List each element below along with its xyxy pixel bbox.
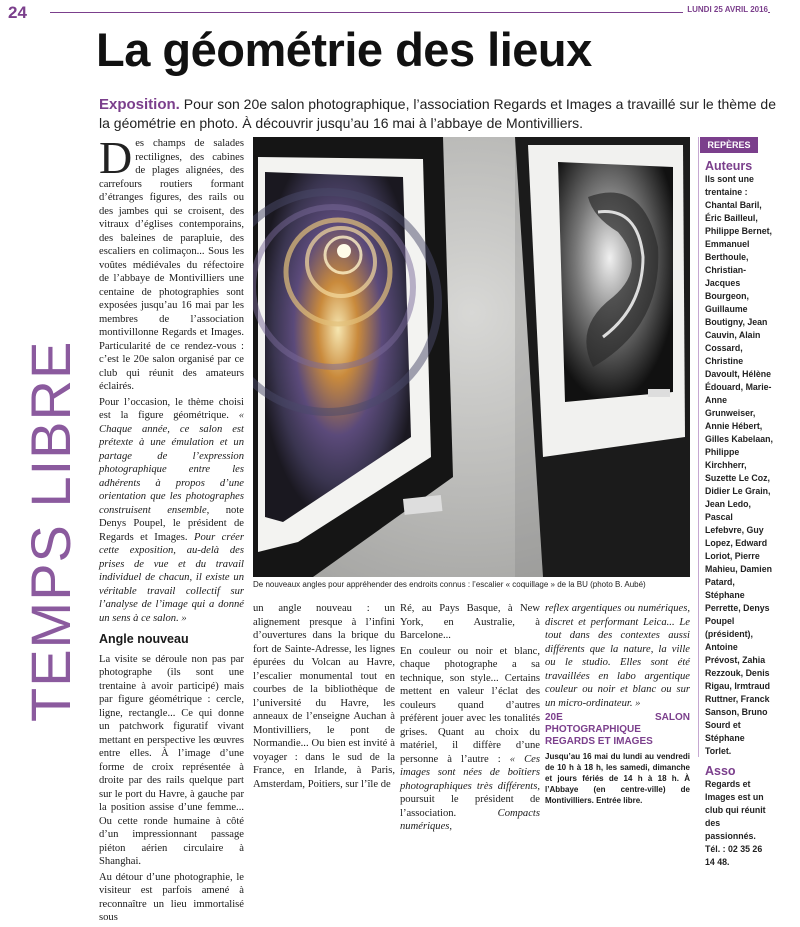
asso-text: Regards et Images est un club qui réunit des passionnés. Tél. : 02 35 26 14 48.	[705, 779, 766, 867]
lead-text: Pour son 20e salon photographique, l’association Regards et Images a travaillé sur le thème de la géométrie en photo. À découvrir jusqu’au 16 mai à l’abbaye de Montivilliers.	[99, 96, 776, 131]
paragraph-3: La visite se déroule non pas par photographe (ils sont une trentaine à avoir participé) mais par figure géométrique : cercle, ligne, rectangle... Ce qui donne un patchwork figuratif vivant mettant en perspective les œuvres entre elles. À l’image d’une forme de croix représentée à droite par des rails quelque part sur le port du Havre, à gauche par la position assise d’une femme... Ou cette ronde humaine à côté d’un impressionnant passage piéton aérien circulaire à Shanghai.	[99, 653, 244, 867]
section-label: TEMPS LIBRE	[19, 340, 82, 722]
sidebar-label: REPÈRES	[700, 137, 758, 153]
drop-cap: D	[99, 132, 133, 183]
authors-title: Auteurs	[705, 159, 753, 173]
photo-caption: De nouveaux angles pour appréhender des endroits connus : l’escalier « coquillage » de la BU (photo B. Aubé)	[253, 580, 646, 589]
authors-text: Ils sont une trentaine : Chantal Baril, Éric Bailleul, Philippe Bernet, Emmanuel Berthoule, Christian-Jacques Bourgeon, Guillaume Boutigny, Jean Cauvin, Alain Cossard, Christine Davoult, Hélène Édouard, Marie-Anne Grunweiser, Annie Hébert, Gilles Kabelaan, Philippe Kirchherr, Suzette Le Coz, Didier Le Grain, Jean Ledo, Pascal Lefebvre, Guy Lopez, Edward Loriot, Pierre Mahieu, Damien Patard, Stéphane Perrette, Denys Poupel (président), Antoine Prévost, Zahia Rezzouk, Denis Rigau, Irmtraud Ruttner, Franck Sanson, Bruno Sourd et Stéphane Torlet.	[705, 174, 773, 756]
paragraph-1: es champs de salades rectilignes, des cabines de plages alignées, des carrefours routiers formant d’étranges figures, des rails ou des jambes qui se croisent, des vitraux d’églises contemporains, des baleines de parapluie, des escaliers en colimaçon... Sous les voûtes médiévales du réfectoire de l’abbaye de Montivilliers une centaine de photographies sont exposées jusqu’au 16 mai par les membres de l’association montivillonne Regards et Images. Particularité de ce rendez-vous : c’est le 20e salon organisé par ce club qui réunit des amateurs éclairés.	[99, 138, 244, 392]
exhibition-photo	[253, 137, 690, 577]
sidebar-rule	[698, 137, 699, 757]
paragraph-4: Au détour d’une photographie, le visiteur est parfois amené à reconnaître un lieu immortalisé sous	[99, 871, 244, 923]
article-column-2: un angle nouveau : un alignement presque à l’infini d’ouvertures dans la brique du fort de Sainte-Adresse, les lignes épurées du Volcan au Havre, l’escalier monumental tout en courbes de la bibliothèque de l’université du Havre, les anneaux de l’enseigne Auchan à Montivilliers, le pont de Normandie... Ou bien est invité à voyager : dans le sud de la France, en Irlande, à Paris, Amsterdam, Poitiers, sur l’île de	[253, 603, 395, 790]
infobox-title: 20E SALON PHOTOGRAPHIQUE REGARDS ET IMAGES	[545, 712, 690, 747]
article-column-3: Ré, au Pays Basque, à New York, en Australie, à Barcelone... En couleur ou noir et blanc, chaque photographe a sa technique, son style... Certains mettent en valeur l’éclat des couleurs quand d’autres préfèrent jouer avec les tonalités grises. Quant au choix du matériel, il diffère d’une personne à l’autre : « Ces images sont nées de boîtiers photographiques très différents, poursuit le président de l’association. Compacts numériques,	[400, 603, 540, 832]
lead-kicker: Exposition.	[99, 96, 180, 113]
article-column-4: reflex argentiques ou numériques, discret et performant Leica... Le tout dans des contextes aussi différents que la nature, la ville ou le studio. Elles sont été travaillées en labo argentique couleur ou noir et blanc ou sur un micro-ordinateur. » 20E SALON PHOTOGRAPHIQUE REGARDS ET IMAGES Jusqu’au 16 mai du lundi au vendredi de 10 h à 18 h, les samedi, dimanche et jours fériés de 14 h à 18 h. À l’Abbaye (en centre-ville) de Montivilliers. Entrée libre.	[545, 603, 690, 805]
photo-credit: (photo B. Aubé)	[587, 580, 646, 589]
reperes-sidebar	[700, 137, 773, 869]
header-rule	[50, 12, 770, 13]
photo-illustration	[253, 137, 690, 577]
headline: La géométrie des lieux	[96, 23, 592, 76]
lead-paragraph	[99, 95, 779, 132]
infobox-text: Jusqu’au 16 mai du lundi au vendredi de 10 h à 18 h, les samedi, dimanche et jours fériés de 14 h à 18 h. À l’Abbaye (en centre-ville) de Montivilliers. Entrée libre.	[545, 752, 690, 805]
paragraph-2: Pour l’occasion, le thème choisi est la figure géométrique. « Chaque année, ce salon est prétexte à une émulation et un partage de l’expression photographique entre les adhérents à propos d’une orientation que les photographes construisent ensemble, note Denys Poupel, le président de Regards et Images. Pour créer cette exposition, au-delà des prises de vue et du travail individuel de chacun, il existe un véritable travail collectif sur l’analyse de l’image qui a donné un sens à ce salon. »	[99, 396, 245, 624]
asso-title: Asso	[705, 764, 736, 778]
article-column-1	[99, 132, 245, 927]
issue-date: LUNDI 25 AVRIL 2016	[683, 5, 768, 14]
subhead-angle-nouveau: Angle nouveau	[99, 632, 189, 646]
page-number: 24	[8, 3, 27, 22]
